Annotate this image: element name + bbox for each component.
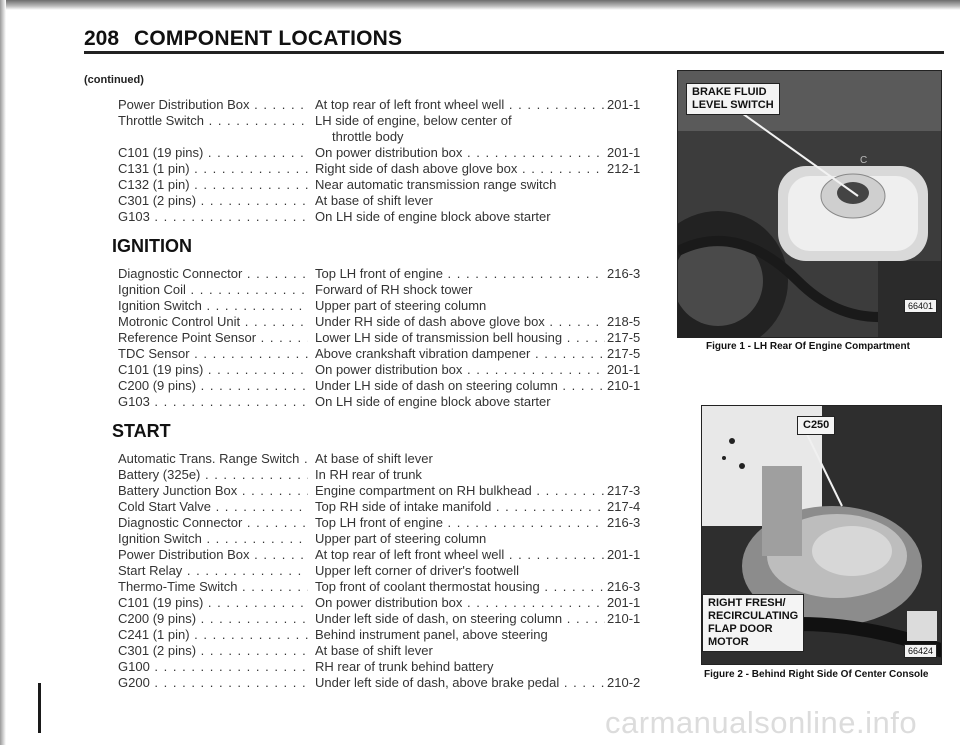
table-row bbox=[118, 499, 663, 515]
component-name: Throttle Switch . . . bbox=[118, 113, 308, 128]
page-header bbox=[84, 27, 944, 51]
table-row bbox=[118, 563, 663, 579]
component-name: Motronic Control Unit . . . bbox=[118, 314, 308, 329]
component-name: Automatic Trans. Range Switch . . . bbox=[118, 451, 308, 466]
page-reference: 217-5 bbox=[607, 330, 641, 345]
figure-2-number: 66424 bbox=[904, 644, 937, 658]
component-name: C200 (9 pins) . . . bbox=[118, 378, 308, 393]
component-location: Behind instrument panel, above steering bbox=[315, 627, 548, 642]
table-row bbox=[118, 394, 663, 410]
component-location: Upper left corner of driver's footwell bbox=[315, 563, 520, 578]
component-name: Power Distribution Box . . . bbox=[118, 97, 308, 112]
margin-mark bbox=[38, 683, 41, 733]
component-location: Top front of coolant thermostat housing . . . bbox=[315, 579, 605, 594]
table-row bbox=[118, 547, 663, 563]
component-location: On LH side of engine block above starter bbox=[315, 209, 551, 224]
connector-marker: C bbox=[860, 155, 868, 166]
page-reference: 210-2 bbox=[607, 675, 641, 690]
component-name: Ignition Switch . . . bbox=[118, 298, 308, 313]
table-row bbox=[118, 314, 663, 330]
continued-label: (continued) bbox=[84, 74, 144, 86]
component-location: Under left side of dash, above brake pedal . . . bbox=[315, 675, 605, 690]
component-location: At base of shift lever bbox=[315, 643, 433, 658]
component-location: Top LH front of engine . . . bbox=[315, 266, 605, 281]
page-reference: 210-1 bbox=[607, 611, 641, 626]
component-location: Forward of RH shock tower bbox=[315, 282, 473, 297]
component-name: C132 (1 pin) . . . bbox=[118, 177, 308, 192]
table-row bbox=[118, 362, 663, 378]
figure-1-caption: Figure 1 - LH Rear Of Engine Compartment bbox=[706, 341, 910, 352]
component-location: On LH side of engine block above starter bbox=[315, 394, 551, 409]
component-name: Diagnostic Connector . . . bbox=[118, 515, 308, 530]
component-name: C241 (1 pin) . . . bbox=[118, 627, 308, 642]
table-row bbox=[118, 209, 663, 225]
component-location: Under LH side of dash on steering column . . . bbox=[315, 378, 605, 393]
component-name: C101 (19 pins) . . . bbox=[118, 595, 308, 610]
page-reference: 201-1 bbox=[607, 547, 641, 562]
figure-1-photo bbox=[677, 70, 942, 338]
table-row bbox=[118, 483, 663, 499]
table-row bbox=[118, 451, 663, 467]
component-location: On power distribution box . . . bbox=[315, 362, 605, 377]
component-name: Battery Junction Box . . . bbox=[118, 483, 308, 498]
table-row bbox=[118, 659, 663, 675]
page-reference: 218-5 bbox=[607, 314, 641, 329]
component-name: TDC Sensor . . . bbox=[118, 346, 308, 361]
component-name: C301 (2 pins) . . . bbox=[118, 643, 308, 658]
fresh-recirculating-motor-callout: RIGHT FRESH/ RECIRCULATING FLAP DOOR MOTOR bbox=[702, 594, 804, 652]
table-row bbox=[118, 611, 663, 627]
page-title: COMPONENT LOCATIONS bbox=[134, 27, 403, 50]
component-name: C200 (9 pins) . . . bbox=[118, 611, 308, 626]
page-reference: 201-1 bbox=[607, 145, 641, 160]
binding-margin bbox=[0, 0, 6, 745]
table-row bbox=[118, 129, 663, 145]
table-row bbox=[118, 161, 663, 177]
table-row bbox=[118, 595, 663, 611]
component-location: RH rear of trunk behind battery bbox=[315, 659, 494, 674]
page-reference: 201-1 bbox=[607, 595, 641, 610]
component-location: Upper part of steering column bbox=[315, 298, 487, 313]
component-location: At base of shift lever bbox=[315, 193, 433, 208]
component-location: Under RH side of dash above glove box . . . bbox=[315, 314, 605, 329]
component-location: Engine compartment on RH bulkhead . . . bbox=[315, 483, 605, 498]
component-name: Start Relay . . . bbox=[118, 563, 308, 578]
page-reference: 217-4 bbox=[607, 499, 641, 514]
component-location: Under left side of dash, on steering column . . . bbox=[315, 611, 605, 626]
component-location: Upper part of steering column bbox=[315, 531, 487, 546]
table-row bbox=[118, 515, 663, 531]
component-name: G103 . . . bbox=[118, 209, 308, 224]
table-row bbox=[118, 177, 663, 193]
component-location: On power distribution box . . . bbox=[315, 595, 605, 610]
component-location: At top rear of left front wheel well . . . bbox=[315, 547, 605, 562]
section-heading-start: START bbox=[112, 421, 171, 441]
page-reference: 216-3 bbox=[607, 579, 641, 594]
component-name: C131 (1 pin) . . . bbox=[118, 161, 308, 176]
table-row bbox=[118, 97, 663, 113]
figure-2-photo bbox=[701, 405, 942, 665]
page-reference: 201-1 bbox=[607, 362, 641, 377]
component-name: C301 (2 pins) . . . bbox=[118, 193, 308, 208]
table-row bbox=[118, 113, 663, 129]
table-row bbox=[118, 378, 663, 394]
figure-1-number: 66401 bbox=[904, 299, 937, 313]
component-location: Above crankshaft vibration dampener . . . bbox=[315, 346, 605, 361]
connector-c250-callout: C250 bbox=[797, 416, 835, 435]
component-name: C101 (19 pins) . . . bbox=[118, 362, 308, 377]
component-name: Power Distribution Box . . . bbox=[118, 547, 308, 562]
component-name: C101 (19 pins) . . . bbox=[118, 145, 308, 160]
table-row bbox=[118, 467, 663, 483]
component-name: G103 . . . bbox=[118, 394, 308, 409]
component-location: Near automatic transmission range switch bbox=[315, 177, 557, 192]
scan-edge bbox=[0, 0, 960, 10]
component-name: Reference Point Sensor . . . bbox=[118, 330, 308, 345]
page-reference: 216-3 bbox=[607, 515, 641, 530]
component-location: Top LH front of engine . . . bbox=[315, 515, 605, 530]
table-row bbox=[118, 627, 663, 643]
figure-2-caption: Figure 2 - Behind Right Side Of Center Console bbox=[704, 669, 929, 680]
ignition-table bbox=[118, 266, 663, 410]
component-name: G200 . . . bbox=[118, 675, 308, 690]
table-row bbox=[118, 643, 663, 659]
table-row bbox=[118, 579, 663, 595]
table-row bbox=[118, 346, 663, 362]
continued-table bbox=[118, 97, 663, 225]
page-number: 208 bbox=[84, 27, 120, 50]
table-row bbox=[118, 193, 663, 209]
component-name: Diagnostic Connector . . . bbox=[118, 266, 308, 281]
component-location: throttle body bbox=[332, 129, 404, 144]
start-table bbox=[118, 451, 663, 691]
page-reference: 210-1 bbox=[607, 378, 641, 393]
header-rule bbox=[84, 51, 944, 54]
component-location: On power distribution box . . . bbox=[315, 145, 605, 160]
page-reference: 216-3 bbox=[607, 266, 641, 281]
component-location: At top rear of left front wheel well . . . bbox=[315, 97, 605, 112]
table-row bbox=[118, 266, 663, 282]
page-reference: 217-5 bbox=[607, 346, 641, 361]
component-name: Battery (325e) . . . bbox=[118, 467, 308, 482]
component-name: Cold Start Valve . . . bbox=[118, 499, 308, 514]
component-location: LH side of engine, below center of bbox=[315, 113, 512, 128]
page-reference: 201-1 bbox=[607, 97, 641, 112]
brake-fluid-switch-callout: BRAKE FLUID LEVEL SWITCH bbox=[686, 83, 780, 115]
page-reference: 212-1 bbox=[607, 161, 641, 176]
table-row bbox=[118, 330, 663, 346]
table-row bbox=[118, 145, 663, 161]
table-row bbox=[118, 298, 663, 314]
component-location: Top RH side of intake manifold . . . bbox=[315, 499, 605, 514]
component-location: In RH rear of trunk bbox=[315, 467, 422, 482]
component-location: Lower LH side of transmission bell housing . . . bbox=[315, 330, 605, 345]
component-name: Ignition Coil . . . bbox=[118, 282, 308, 297]
watermark: carmanualsonline.info bbox=[605, 705, 918, 740]
page-reference: 217-3 bbox=[607, 483, 641, 498]
section-heading-ignition: IGNITION bbox=[112, 236, 192, 256]
component-location: At base of shift lever bbox=[315, 451, 433, 466]
table-row bbox=[118, 531, 663, 547]
table-row bbox=[118, 282, 663, 298]
component-location: Right side of dash above glove box . . . bbox=[315, 161, 605, 176]
table-row bbox=[118, 675, 663, 691]
component-name: G100 . . . bbox=[118, 659, 308, 674]
component-name: Thermo-Time Switch . . . bbox=[118, 579, 308, 594]
component-name: Ignition Switch . . . bbox=[118, 531, 308, 546]
